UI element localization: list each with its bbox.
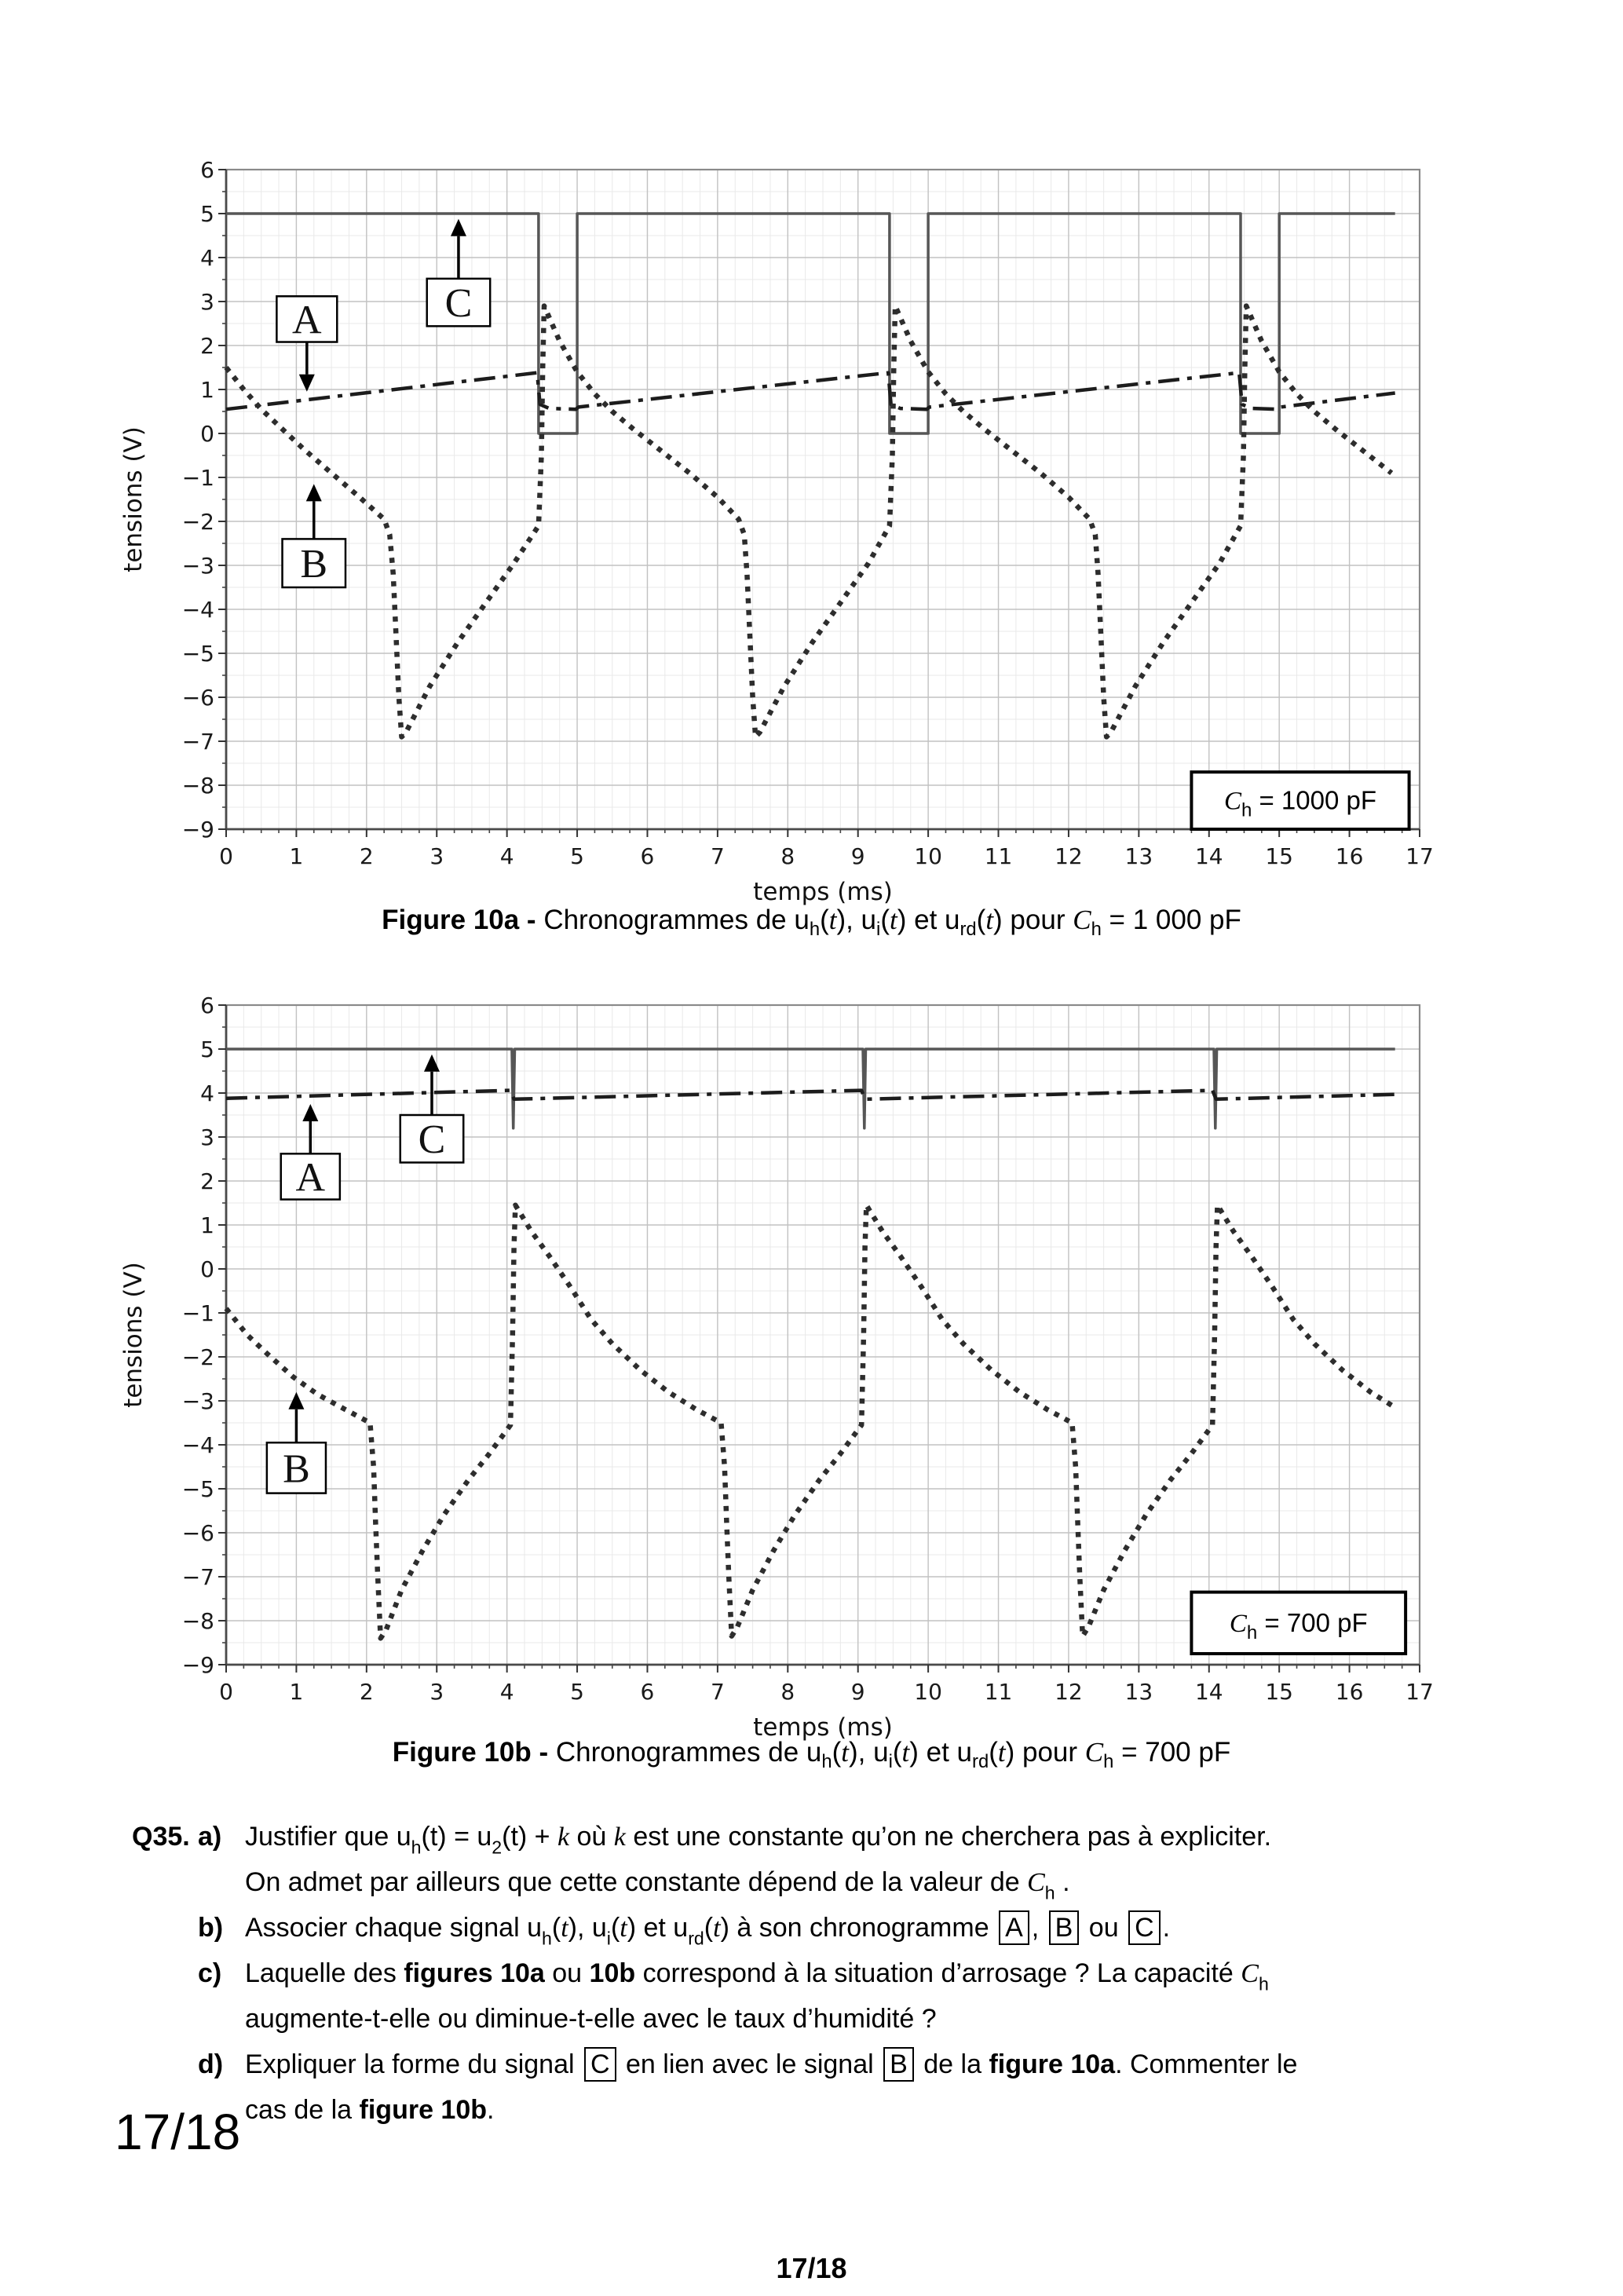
svg-text:−2: −2 <box>181 509 214 535</box>
question-line <box>0 1859 1623 1905</box>
figure-10a-chart <box>102 124 1476 909</box>
item-c-label: c) <box>198 1958 222 1988</box>
question-line <box>0 1951 1623 1996</box>
figure-10b-caption: Figure 10b - Chronogrammes de $u_h(t)$, $u_i(t)$ et $u_{rd}(t)$ pour $C_h = 700$ pF <box>392 1737 1231 1772</box>
item-d-text-1: Expliquer la forme du signal C en lien avec le signal B de la figure 10a. Commenter le <box>245 2049 1297 2079</box>
svg-text:0: 0 <box>200 1256 214 1282</box>
svg-text:3: 3 <box>430 1679 444 1705</box>
svg-text:7: 7 <box>710 1679 725 1705</box>
svg-text:2: 2 <box>359 843 374 869</box>
svg-text:6: 6 <box>640 843 655 869</box>
svg-text:−3: −3 <box>181 1388 214 1414</box>
svg-text:17: 17 <box>1406 843 1434 869</box>
svg-text:0: 0 <box>219 843 233 869</box>
svg-text:9: 9 <box>850 843 865 869</box>
svg-text:−8: −8 <box>181 773 214 799</box>
svg-text:4: 4 <box>499 843 514 869</box>
svg-text:6: 6 <box>200 157 214 183</box>
item-c-text-1: Laquelle des figures 10a ou 10b correspond à la situation d’arrosage ? La capacité $C_h$ <box>245 1958 1269 1994</box>
question-line <box>0 2087 1623 2133</box>
svg-text:1: 1 <box>289 843 304 869</box>
svg-text:16: 16 <box>1335 843 1364 869</box>
svg-text:temps (ms): temps (ms) <box>753 878 893 906</box>
svg-text:2: 2 <box>200 1168 214 1194</box>
svg-text:12: 12 <box>1055 843 1083 869</box>
svg-text:−6: −6 <box>181 685 214 711</box>
svg-text:4: 4 <box>200 1080 214 1106</box>
svg-text:12: 12 <box>1055 1679 1083 1705</box>
svg-text:1: 1 <box>200 377 214 403</box>
svg-text:−7: −7 <box>181 1564 214 1590</box>
svg-text:3: 3 <box>200 1124 214 1150</box>
svg-text:13: 13 <box>1124 843 1153 869</box>
item-b-text: Associer chaque signal $u_h(t)$, $u_i(t)$ et $u_{rd}(t)$ à son chronogramme A , B ou C . <box>245 1913 1170 1943</box>
svg-text:−7: −7 <box>181 729 214 755</box>
svg-text:B: B <box>300 542 328 587</box>
item-d-label: d) <box>198 2049 224 2079</box>
svg-text:−9: −9 <box>181 1652 214 1678</box>
question-line <box>0 1905 1623 1951</box>
svg-text:10: 10 <box>914 843 942 869</box>
question-q35 <box>0 1814 1623 2133</box>
svg-text:1: 1 <box>289 1679 304 1705</box>
figure-10a-caption: Figure 10a - Chronogrammes de $u_h(t)$, $u_i(t)$ et $u_{rd}(t)$ pour $C_h = 1$ 000 pF <box>382 905 1241 940</box>
svg-text:temps (ms): temps (ms) <box>753 1713 893 1742</box>
svg-text:5: 5 <box>570 1679 584 1705</box>
svg-text:1: 1 <box>200 1212 214 1238</box>
svg-text:11: 11 <box>984 1679 1013 1705</box>
svg-text:tensions (V): tensions (V) <box>119 426 148 572</box>
page-number-footer: 17/18 <box>776 2252 847 2284</box>
svg-text:C: C <box>418 1117 446 1163</box>
svg-text:−8: −8 <box>181 1608 214 1634</box>
question-line <box>0 1814 1623 1859</box>
svg-text:15: 15 <box>1265 843 1293 869</box>
svg-text:−2: −2 <box>181 1344 214 1370</box>
item-a-text-1: Justifier que $u_h(t) = u_2(t) + k$ où k est une constante qu’on ne cherchera pas à expliciter. <box>245 1822 1272 1858</box>
svg-text:2: 2 <box>359 1679 374 1705</box>
svg-text:6: 6 <box>200 993 214 1018</box>
svg-text:5: 5 <box>200 201 214 227</box>
svg-text:4: 4 <box>200 245 214 271</box>
svg-text:8: 8 <box>780 1679 795 1705</box>
svg-text:0: 0 <box>219 1679 233 1705</box>
svg-text:6: 6 <box>640 1679 655 1705</box>
item-a-text-2: On admet par ailleurs que cette constante dépend de la valeur de $C_h$ . <box>245 1867 1070 1903</box>
svg-text:B: B <box>283 1446 310 1492</box>
svg-text:13: 13 <box>1124 1679 1153 1705</box>
svg-text:−9: −9 <box>181 817 214 843</box>
svg-text:11: 11 <box>984 843 1013 869</box>
figure-10b-chart <box>102 960 1476 1745</box>
svg-text:5: 5 <box>570 843 584 869</box>
svg-text:Ch = 700 pF: $C_h = 700$ pF <box>1229 1607 1368 1643</box>
page-number-blue: 17/18 <box>115 2104 241 2160</box>
svg-text:5: 5 <box>200 1036 214 1062</box>
item-c-text-2: augmente-t-elle ou diminue-t-elle avec le taux d’humidité ? <box>245 2004 937 2034</box>
item-d-text-2: cas de la figure 10b. <box>245 2095 495 2125</box>
svg-text:3: 3 <box>430 843 444 869</box>
svg-text:C: C <box>444 281 473 327</box>
svg-text:7: 7 <box>710 843 725 869</box>
svg-text:14: 14 <box>1194 1679 1223 1705</box>
svg-text:−3: −3 <box>181 553 214 579</box>
question-line <box>0 1996 1623 2042</box>
svg-text:0: 0 <box>200 421 214 447</box>
item-a-label: a) <box>198 1822 222 1852</box>
svg-text:A: A <box>292 298 322 343</box>
svg-text:9: 9 <box>850 1679 865 1705</box>
svg-text:−4: −4 <box>181 1432 214 1458</box>
svg-text:8: 8 <box>780 843 795 869</box>
question-line <box>0 2042 1623 2087</box>
svg-text:Ch = 1000 pF: $C_h = 1000$ pF <box>1223 785 1377 821</box>
svg-text:17: 17 <box>1406 1679 1434 1705</box>
svg-text:4: 4 <box>499 1679 514 1705</box>
svg-text:3: 3 <box>200 289 214 315</box>
svg-text:−6: −6 <box>181 1520 214 1546</box>
question-number: Q35. <box>132 1822 190 1852</box>
svg-text:−1: −1 <box>181 465 214 491</box>
svg-text:−4: −4 <box>181 597 214 623</box>
svg-text:14: 14 <box>1194 843 1223 869</box>
svg-text:−5: −5 <box>181 1476 214 1502</box>
svg-text:15: 15 <box>1265 1679 1293 1705</box>
item-b-label: b) <box>198 1913 224 1943</box>
svg-text:−5: −5 <box>181 641 214 667</box>
svg-text:tensions (V): tensions (V) <box>119 1262 148 1408</box>
svg-text:A: A <box>295 1155 326 1201</box>
svg-text:2: 2 <box>200 333 214 359</box>
svg-text:10: 10 <box>914 1679 942 1705</box>
svg-text:−1: −1 <box>181 1300 214 1326</box>
svg-text:16: 16 <box>1335 1679 1364 1705</box>
